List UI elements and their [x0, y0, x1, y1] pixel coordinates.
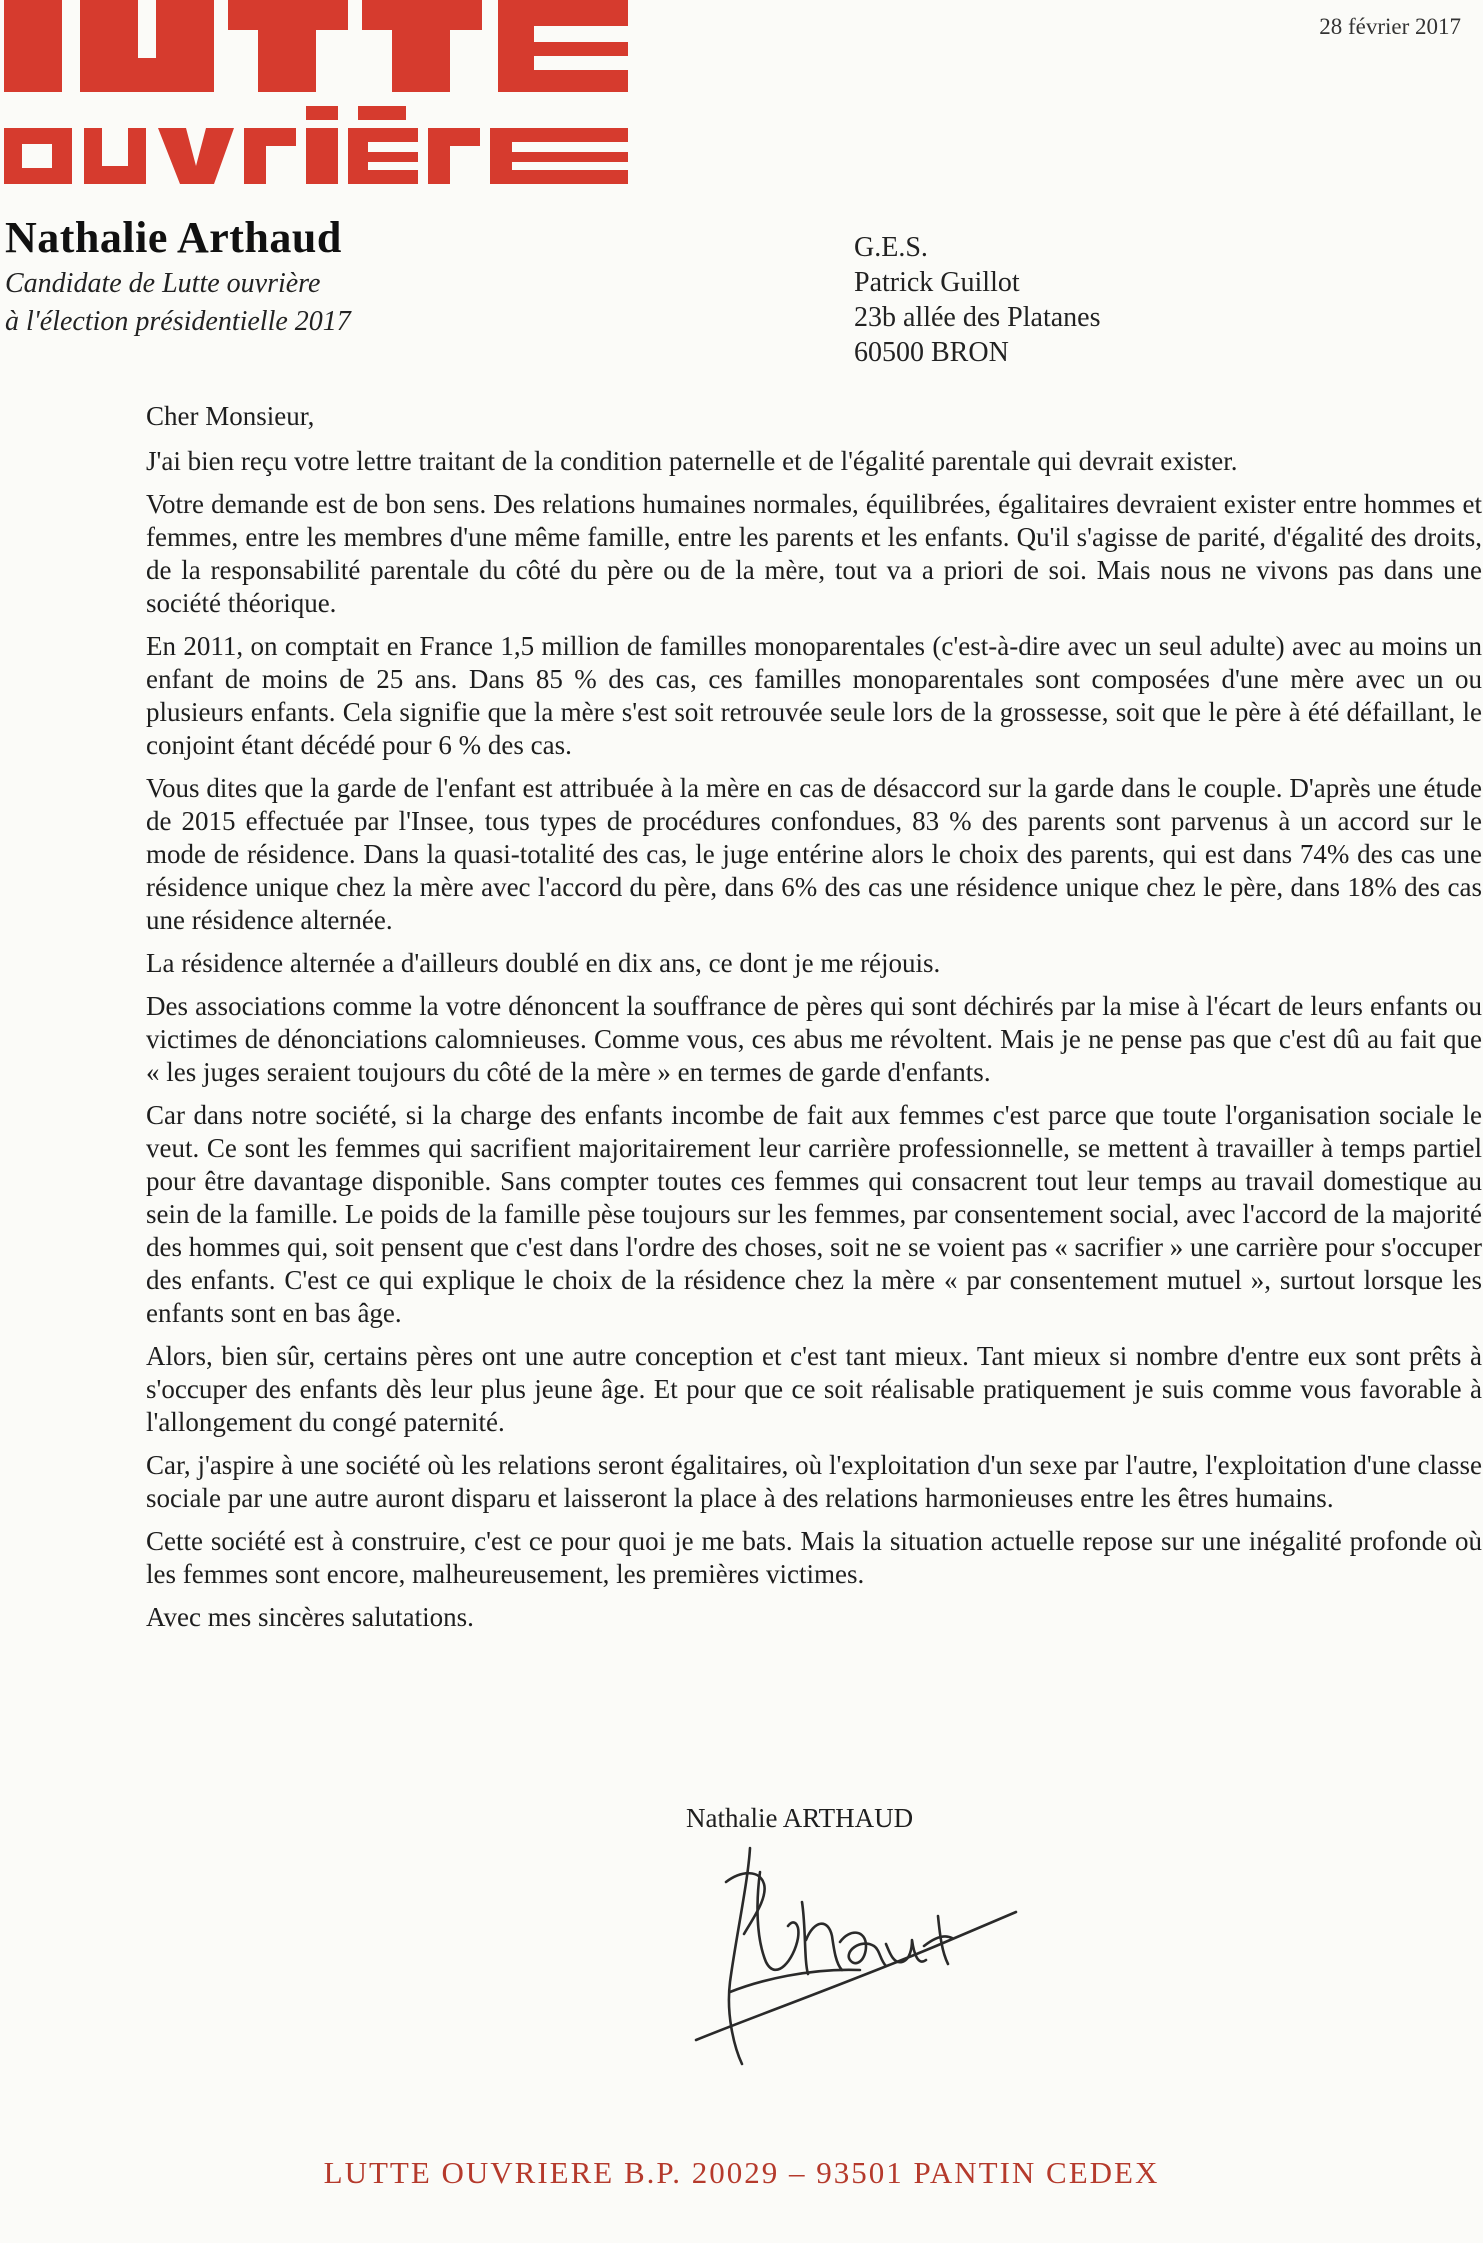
footer-address: LUTTE OUVRIERE B.P. 20029 – 93501 PANTIN CEDEX — [323, 2155, 1160, 2190]
paragraph: Car, j'aspire à une société où les relations seront égalitaires, où l'exploitation d'un sexe par l'autre, l'exploitation d'une classe sociale par une autre auront disparu et laisseront la place à des relations harmonieuses entre les êtres humains. — [146, 1450, 1482, 1513]
paragraph: La résidence alternée a d'ailleurs doublé en dix ans, ce dont je me réjouis. — [146, 948, 941, 978]
sender-name: Nathalie Arthaud — [5, 213, 342, 262]
lutte-ouvriere-logo — [4, 0, 634, 190]
paragraph: Alors, bien sûr, certains pères ont une autre conception et c'est tant mieux. Tant mieux si nombre d'entre eux sont prêts à s'occuper des enfants dès leur plus jeune âge. Et pour que ce soit réalisable pratiquement je suis comme vous favorable à l'allongement du congé paternité. — [146, 1341, 1482, 1437]
recipient-line: 60500 BRON — [854, 337, 1009, 368]
paragraph: Des associations comme la votre dénoncent la souffrance de pères qui sont déchirés par la mise à l'écart de leurs enfants ou victimes de dénonciations calomnieuses. Comme vous, ces abus me révoltent. Mais je ne pense pas que c'est dû au fait que « les juges seraient toujours du côté de la mère » en termes de garde d'enfants. — [146, 991, 1482, 1087]
recipient-line: 23b allée des Platanes — [854, 302, 1101, 333]
recipient-line: G.E.S. — [854, 232, 928, 263]
paragraph: Votre demande est de bon sens. Des relations humaines normales, équilibrées, égalitaires devraient exister entre hommes et femmes, entre les membres d'une même famille, entre les parents et les enfants. Qu'il s'agisse de parité, d'égalité des droits, de la responsabilité parentale du côté du père ou de la mère, tout va a priori de soi. Mais nous ne vivons pas dans une société théorique. — [146, 489, 1482, 618]
paragraph: Car dans notre société, si la charge des enfants incombe de fait aux femmes c'est parce que toute l'organisation sociale le veut. Ce sont les femmes qui sacrifient majoritairement leur carrière professionnelle, se mettent à travailler à temps partiel pour être davantage disponible. Sans compter toutes ces femmes qui consacrent tout leur temps au travail domestique au sein de la famille. Le poids de la famille pèse toujours sur les femmes, par consentement social, avec l'accord de la majorité des hommes qui, soit pensent que c'est dans l'ordre des choses, soit ne se voient pas « sacrifier » une carrière pour s'occuper des enfants. C'est ce qui explique le choix de la résidence chez la mère « par consentement mutuel », surtout lorsque les enfants sont en bas âge. — [146, 1100, 1482, 1328]
greeting: Cher Monsieur, — [146, 401, 315, 431]
paragraph: En 2011, on comptait en France 1,5 million de familles monoparentales (c'est-à-dire avec un seul adulte) avec au moins un enfant de moins de 25 ans. Dans 85 % des cas, ces familles monoparentales sont composées d'une mère avec un ou plusieurs enfants. Cela signifie que la mère s'est soit retrouvée seule lors de la grossesse, soit que le père à été défaillant, le conjoint étant décédé pour 6 % des cas. — [146, 631, 1482, 760]
paragraph: J'ai bien reçu votre lettre traitant de la condition paternelle et de l'égalité parentale qui devrait exister. — [146, 446, 1238, 476]
handwritten-signature — [690, 1842, 1020, 2067]
letter-body — [146, 400, 1482, 1644]
closing: Avec mes sincères salutations. — [146, 1602, 474, 1632]
recipient-line: Patrick Guillot — [854, 267, 1020, 298]
recipient-address — [854, 230, 1100, 370]
sender-subtitle: à l'élection présidentielle 2017 — [5, 306, 351, 337]
sender-title: Candidate de Lutte ouvrière — [5, 268, 321, 299]
paragraph: Vous dites que la garde de l'enfant est attribuée à la mère en cas de désaccord sur la garde dans le couple. D'après une étude de 2015 effectuée par l'Insee, tous types de procédures confondues, 83 % des parents sont parvenus à un accord sur le mode de résidence. Dans la quasi-totalité des cas, le juge entérine alors le choix des parents, qui est dans 74% des cas une résidence unique chez la mère avec l'accord du père, dans 6% des cas une résidence unique chez le père, dans 18% des cas une résidence alternée. — [146, 773, 1482, 935]
paragraph: Cette société est à construire, c'est ce pour quoi je me bats. Mais la situation actuelle repose sur une inégalité profonde où les femmes sont encore, malheureusement, les premières victimes. — [146, 1526, 1482, 1589]
signature-name: Nathalie ARTHAUD — [686, 1803, 914, 1833]
letter-date: 28 février 2017 — [1319, 14, 1461, 39]
